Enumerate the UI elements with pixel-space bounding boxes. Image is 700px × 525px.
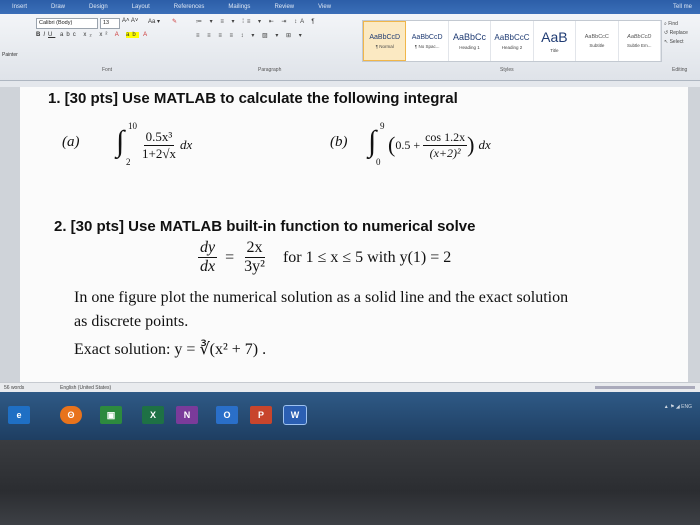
tab-mailings[interactable]: Mailings <box>228 4 251 10</box>
styles-gallery <box>362 20 662 62</box>
language-indicator[interactable]: English (United States) <box>60 385 112 391</box>
clear-format-icon[interactable]: ✎ <box>172 19 178 25</box>
styles-group-label: Styles <box>500 67 514 73</box>
part-a-label: (a) <box>62 134 80 150</box>
monitor-bezel <box>0 440 700 525</box>
ribbon-tabs <box>0 0 700 14</box>
document-page[interactable] <box>20 87 688 382</box>
style-subtle-emphasis[interactable]: AaBbCcD Subtle Em... <box>619 21 661 61</box>
onenote-icon[interactable]: N <box>176 406 198 424</box>
change-case-icon[interactable]: Aa ▾ <box>148 19 161 25</box>
integral-b: ∫ 9 0 ( 0.5 + $\frac{\cos 1.2x}{\text{(x+2)²}}$ ) dx <box>368 121 491 167</box>
question-1b <box>330 133 348 151</box>
paragraph-group-label: Paragraph <box>258 67 282 73</box>
style-title[interactable]: AaB Title <box>534 21 576 61</box>
integral-sign-icon: ∫ <box>116 125 125 158</box>
font-color-icon[interactable]: A <box>114 32 122 38</box>
instruction-line-2: as discrete points. <box>74 313 189 330</box>
style-normal[interactable]: AaBbCcD ¶ Normal <box>363 21 406 61</box>
format-painter-button[interactable]: Painter <box>2 52 18 58</box>
style-heading-2[interactable]: AaBbCcC Heading 2 <box>491 21 533 61</box>
question-1-title: 1. [30 pts] Use MATLAB to calculate the following integral <box>48 90 458 107</box>
excel-icon[interactable]: X <box>142 406 164 424</box>
exact-solution: Exact solution: y = ∛(x² + 7) . <box>74 341 267 358</box>
editing-group <box>664 20 700 47</box>
select-button[interactable]: ↖ Select <box>664 39 684 45</box>
differential-equation: $\frac{dy}{dx}$ = $\frac{2x}{\text{3y²}}$ for 1 ≤ x ≤ 5 with y(1) = 2 <box>200 239 452 275</box>
style-no-spacing[interactable]: AaBbCcD ¶ No Spac... <box>406 21 448 61</box>
align-row[interactable]: ≡ ≡ ≡ ≡ ↕ ▾ ▨ ▾ ⊞ ▾ <box>196 33 305 39</box>
ie-icon[interactable]: e <box>8 406 30 424</box>
integral-sign-icon: ∫ <box>368 125 377 158</box>
editing-group-label: Editing <box>672 67 688 73</box>
zoom-slider[interactable] <box>595 386 695 389</box>
font-group <box>36 18 186 64</box>
grow-font-icon[interactable]: A˄ A˅ <box>122 18 139 24</box>
font-name-box[interactable]: Calibri (Body) <box>36 18 98 29</box>
firefox-icon[interactable]: ʘ <box>60 406 82 424</box>
tab-insert[interactable]: Insert <box>12 4 28 10</box>
instruction-line-1: In one figure plot the numerical solution as a solid line and the exact solution <box>74 289 569 306</box>
word-icon[interactable]: W <box>284 406 306 424</box>
font-format-row: BIU abc x₂ x² A ab A <box>36 32 151 38</box>
tab-references[interactable]: References <box>173 4 205 10</box>
bold-icon[interactable]: B <box>36 32 44 38</box>
question-1a <box>62 133 80 151</box>
highlight-icon[interactable]: ab <box>126 32 139 38</box>
taskbar <box>0 392 700 440</box>
bullets-row[interactable]: ≔ ▾ ≡ ▾ ⁞≡ ▾ ⇤ ⇥ ↕A ¶ <box>196 19 318 25</box>
font-group-label: Font <box>102 67 113 73</box>
paragraph-group <box>196 18 346 64</box>
store-icon[interactable]: ▣ <box>100 406 122 424</box>
replace-button[interactable]: ↺ Replace <box>664 30 688 36</box>
question-2-title: 2. [30 pts] Use MATLAB built-in function to numerical solve <box>54 218 476 235</box>
tell-me-box[interactable]: Tell me <box>672 4 692 10</box>
tab-review[interactable]: Review <box>274 4 295 10</box>
document-area <box>0 87 700 382</box>
integral-a: ∫ 10 2 $\frac{\text{0.5x³}}{1+2√x}$ dx <box>116 121 193 167</box>
underline-icon[interactable]: U <box>48 32 56 38</box>
clipboard-group <box>0 18 34 76</box>
powerpoint-icon[interactable]: P <box>250 406 272 424</box>
find-button[interactable]: ⌕ Find <box>664 21 678 27</box>
tab-draw[interactable]: Draw <box>51 4 66 10</box>
part-b-label: (b) <box>330 134 348 150</box>
tab-layout[interactable]: Layout <box>131 4 150 10</box>
tab-view[interactable]: View <box>318 4 332 10</box>
ribbon <box>0 14 700 81</box>
italic-icon[interactable]: I <box>43 32 49 38</box>
style-subtitle[interactable]: AaBbCcC Subtitle <box>576 21 618 61</box>
outlook-icon[interactable]: O <box>216 406 238 424</box>
word-count[interactable]: 56 words <box>4 385 25 391</box>
system-tray[interactable]: ▲ ⚑ ◢ ENG <box>663 404 692 410</box>
font-size-box[interactable]: 13 <box>100 18 120 29</box>
tab-design[interactable]: Design <box>89 4 108 10</box>
style-heading-1[interactable]: AaBbCc Heading 1 <box>449 21 491 61</box>
